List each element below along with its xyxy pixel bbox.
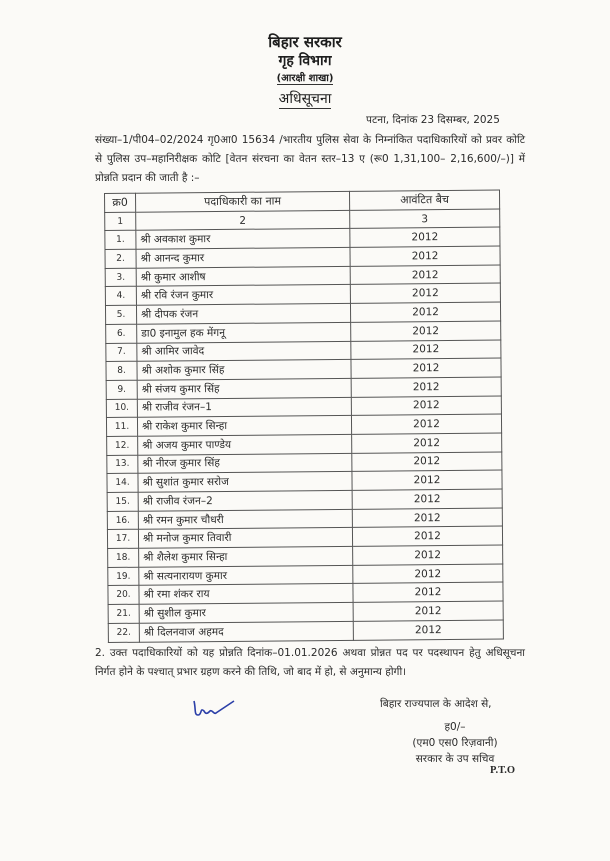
header-serial: क्र0 — [105, 193, 136, 212]
batch-cell: 2012 — [351, 377, 501, 397]
serial-cell: 1. — [105, 231, 136, 250]
serial-cell: 17. — [107, 530, 138, 549]
name-cell: श्री रवि रंजन कुमार — [136, 285, 350, 306]
serial-cell: 18. — [108, 548, 139, 567]
department-title: गृह विभाग — [278, 53, 332, 69]
serial-cell: 14. — [107, 474, 138, 493]
serial-cell: 2. — [105, 249, 136, 268]
batch-cell: 2012 — [353, 582, 503, 602]
name-cell: श्री रमन कुमार चौधरी — [138, 509, 352, 530]
index-cell: 3 — [350, 209, 500, 229]
officers-table — [104, 190, 504, 643]
notification-label: अधिसूचना — [278, 91, 332, 107]
batch-cell: 2012 — [350, 302, 500, 322]
name-cell: श्री कुमार आशीष — [136, 266, 350, 287]
name-cell: श्री रमा शंकर राय — [139, 584, 353, 605]
signatory-designation: सरकार के उप सचिव — [415, 753, 495, 765]
serial-cell: 21. — [108, 604, 139, 623]
serial-cell: 20. — [108, 586, 139, 605]
serial-cell: 12. — [107, 436, 138, 455]
name-cell: श्री नीरज कुमार सिंह — [138, 453, 352, 474]
batch-cell: 2012 — [351, 321, 501, 341]
header-name: पदाधिकारी का नाम — [136, 191, 350, 212]
serial-cell: 4. — [105, 287, 136, 306]
index-cell: 1 — [105, 212, 136, 231]
branch-title — [0, 70, 610, 84]
signature-scribble-icon — [190, 697, 238, 721]
batch-cell: 2012 — [352, 489, 502, 509]
serial-cell: 8. — [106, 361, 137, 380]
batch-cell: 2012 — [353, 601, 503, 621]
serial-cell: 6. — [106, 324, 137, 343]
branch-label: (आरक्षी शाखा) — [276, 73, 334, 84]
signatory-name: (एम0 एस0 रिज़वानी) — [412, 737, 498, 749]
name-cell: श्री दीपक रंजन — [136, 303, 350, 324]
serial-cell: 3. — [105, 268, 136, 287]
name-cell: श्री राकेश कुमार सिन्हा — [137, 416, 351, 437]
serial-cell: 7. — [106, 343, 137, 362]
name-cell: श्री अवकाश कुमार — [136, 229, 350, 250]
signed-mark: ह0/– — [444, 721, 466, 733]
name-cell: श्री सुशील कुमार — [139, 602, 353, 623]
batch-cell: 2012 — [353, 545, 503, 565]
name-cell: श्री अशोक कुमार सिंह — [137, 360, 351, 381]
batch-cell: 2012 — [350, 283, 500, 303]
name-cell: श्री सुशांत कुमार सरोज — [138, 472, 352, 493]
name-cell: श्री आनन्द कुमार — [136, 247, 350, 268]
name-cell: डा0 इनामुल हक मेंगनू — [137, 322, 351, 343]
batch-cell: 2012 — [352, 433, 502, 453]
date-line: पटना, दिनांक 23 दिसम्बर, 2025 — [366, 114, 500, 126]
serial-cell: 16. — [107, 511, 138, 530]
order-line: बिहार राज्यपाल के आदेश से, — [380, 698, 492, 710]
signature-block — [390, 719, 520, 767]
serial-cell: 9. — [106, 380, 137, 399]
header-batch: आवंटित बैच — [349, 190, 499, 210]
table-row — [108, 620, 503, 642]
serial-cell: 5. — [105, 305, 136, 324]
name-cell: श्री शैलेश कुमार सिन्हा — [139, 546, 353, 567]
name-cell: श्री मनोज कुमार तिवारी — [138, 528, 352, 549]
serial-cell: 15. — [107, 492, 138, 511]
serial-cell: 10. — [106, 399, 137, 418]
name-cell: श्री दिलनवाज अहमद — [139, 621, 353, 642]
batch-cell: 2012 — [352, 526, 502, 546]
index-cell: 2 — [136, 210, 350, 231]
batch-cell: 2012 — [350, 246, 500, 266]
paragraph-2: 2. उक्त पदाधिकारियों को यह प्रोन्नति दिनांक–01.01.2026 अथवा प्रोन्नत पद पर पदस्थापन हेतु अधिसूचना निर्गत होने के पश्चात् प्रभार ग्रहण करने की तिथि, जो बाद में हो, से अनुमान्य होगी। — [95, 647, 525, 678]
name-cell: श्री संजय कुमार सिंह — [137, 378, 351, 399]
batch-cell: 2012 — [350, 265, 500, 285]
batch-cell: 2012 — [350, 227, 500, 247]
name-cell: श्री अजय कुमार पाण्डेय — [138, 434, 352, 455]
name-cell: श्री राजीव रंजन–2 — [138, 490, 352, 511]
serial-cell: 22. — [108, 623, 139, 642]
batch-cell: 2012 — [351, 414, 501, 434]
government-title: बिहार सरकार — [268, 33, 342, 51]
serial-cell: 19. — [108, 567, 139, 586]
batch-cell: 2012 — [352, 452, 502, 472]
notification-title — [0, 89, 610, 108]
name-cell: श्री सत्यनारायण कुमार — [139, 565, 353, 586]
batch-cell: 2012 — [352, 508, 502, 528]
batch-cell: 2012 — [353, 564, 503, 584]
name-cell: श्री राजीव रंजन–1 — [137, 397, 351, 418]
batch-cell: 2012 — [353, 620, 503, 640]
serial-cell: 13. — [107, 455, 138, 474]
batch-cell: 2012 — [351, 396, 501, 416]
name-cell: श्री आमिर जावेद — [137, 341, 351, 362]
batch-cell: 2012 — [352, 470, 502, 490]
pto-label: P.T.O — [490, 765, 516, 776]
serial-cell: 11. — [106, 417, 137, 436]
batch-cell: 2012 — [351, 358, 501, 378]
batch-cell: 2012 — [351, 340, 501, 360]
intro-paragraph: संख्या–1/पी04–02/2024 गृ0आ0 15634 /भारतीय पुलिस सेवा के निम्नांकित पदाधिकारियों को प्रवर कोटि से पुलिस उप–महानिरीक्षक कोटि [वेतन संरचना का वेतन स्तर–13 ए (रू0 1,31,100– 2,16,600/–)] में प्रोन्नति प्रदान की जाती है :– — [95, 134, 525, 184]
